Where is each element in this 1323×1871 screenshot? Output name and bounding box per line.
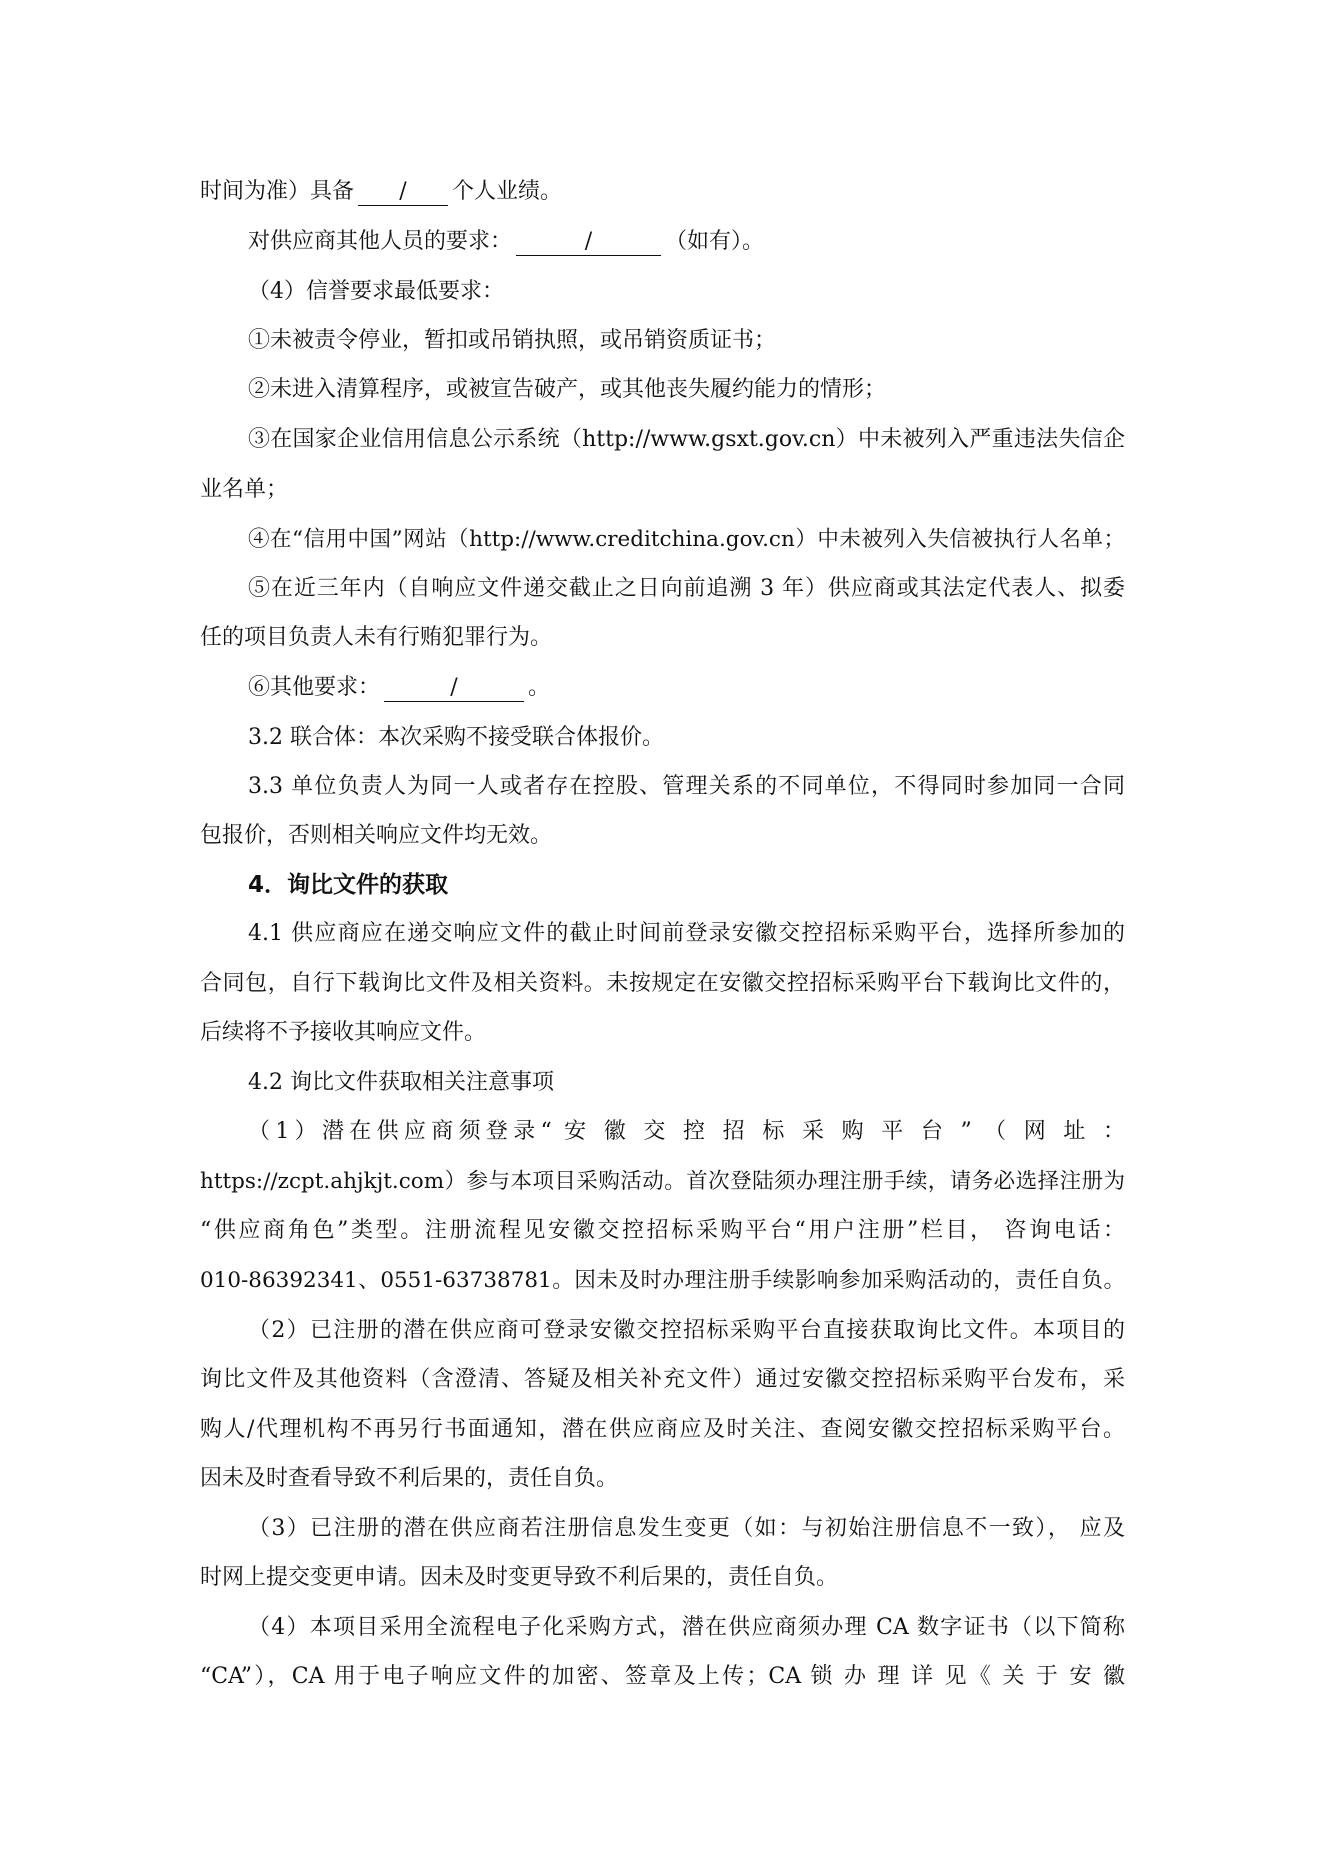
text-line: 3.3 单位负责人为同一人或者存在控股、管理关系的不同单位，不得同时参加同一合同 bbox=[248, 774, 1125, 799]
text-line: （2）已注册的潜在供应商可登录安徽交控招标采购平台直接获取询比文件。本项目的 bbox=[248, 1318, 1125, 1343]
text-line: （1）潜在供应商须登录“ 安 徽 交 控 招 标 采 购 平 台 ” （ 网 址 ： bbox=[248, 1119, 1125, 1144]
line-text: 时间为准）具备 bbox=[200, 179, 355, 204]
text-line: ③在国家企业信用信息公示系统（http://www.gsxt.gov.cn）中未被列入严重违法失信企 bbox=[248, 427, 1125, 452]
text-line: 任的项目负责人未有行贿犯罪行为。 bbox=[200, 625, 553, 650]
text-line: ⑤在近三年内（自响应文件递交截止之日向前追溯 3 年）供应商或其法定代表人、拟委 bbox=[248, 576, 1125, 601]
text-line: 因未及时查看导致不利后果的，责任自负。 bbox=[200, 1466, 619, 1491]
text-line bbox=[248, 226, 1125, 258]
text-line: （4）信誉要求最低要求： bbox=[248, 279, 504, 304]
text-line: ④在“信用中国”网站（http://www.creditchina.gov.cn）中未被列入失信被执行人名单； bbox=[248, 527, 1125, 552]
text-line: ②未进入清算程序，或被宣告破产，或其他丧失履约能力的情形； bbox=[248, 377, 887, 402]
text-line: “CA”），CA 用于电子响应文件的加密、签章及上传；CA 锁 办 理 详 见《 关 于 安 徽 bbox=[200, 1664, 1125, 1689]
text-line: ①未被责令停业，暂扣或吊销执照，或吊销资质证书； bbox=[248, 328, 777, 353]
text-line: 4.1 供应商应在递交响应文件的截止时间前登录安徽交控招标采购平台，选择所参加的 bbox=[248, 921, 1125, 946]
line-text: 。 bbox=[528, 675, 551, 700]
text-line: （3）已注册的潜在供应商若注册信息发生变更（如：与初始注册信息不一致）， 应及 bbox=[248, 1516, 1125, 1541]
text-line: 3.2 联合体：本次采购不接受联合体报价。 bbox=[248, 725, 664, 750]
text-line: 购人/代理机构不再另行书面通知，潜在供应商应及时关注、查阅安徽交控招标采购平台。 bbox=[200, 1417, 1125, 1442]
text-line: 010-86392341、0551-63738781。因未及时办理注册手续影响参加采购活动的，责任自负。 bbox=[200, 1268, 1125, 1293]
text-line: https://zcpt.ahjkjt.com）参与本项目采购活动。首次登陆须办理注册手续，请务必选择注册为 bbox=[200, 1169, 1125, 1194]
text-line: 包报价，否则相关响应文件均无效。 bbox=[200, 823, 553, 848]
text-line: 合同包，自行下载询比文件及相关资料。未按规定在安徽交控招标采购平台下载询比文件的， bbox=[200, 971, 1125, 996]
blank-field: / bbox=[384, 675, 524, 702]
text-line: “供应商角色”类型。注册流程见安徽交控招标采购平台“用户注册”栏目， 咨询电话： bbox=[200, 1218, 1125, 1243]
text-line: 业名单； bbox=[200, 477, 289, 502]
text-line: 后续将不予接收其响应文件。 bbox=[200, 1020, 487, 1045]
line-text: ⑥其他要求： bbox=[248, 675, 381, 700]
text-line bbox=[200, 176, 1125, 208]
text-line: （4）本项目采用全流程电子化采购方式，潜在供应商须办理 CA 数字证书（以下简称 bbox=[248, 1615, 1125, 1640]
text-line: 4.2 询比文件获取相关注意事项 bbox=[248, 1070, 554, 1095]
section-heading: 4．询比文件的获取 bbox=[248, 872, 449, 898]
blank-field: / bbox=[516, 229, 661, 256]
text-line bbox=[248, 672, 1125, 704]
line-text: （如有）。 bbox=[665, 229, 765, 254]
blank-field: / bbox=[358, 179, 448, 206]
text-line: 时网上提交变更申请。因未及时变更导致不利后果的，责任自负。 bbox=[200, 1565, 839, 1590]
text-line: 询比文件及其他资料（含澄清、答疑及相关补充文件）通过安徽交控招标采购平台发布，采 bbox=[200, 1367, 1125, 1392]
line-text: 个人业绩。 bbox=[452, 179, 563, 204]
line-text: 对供应商其他人员的要求： bbox=[248, 229, 513, 254]
